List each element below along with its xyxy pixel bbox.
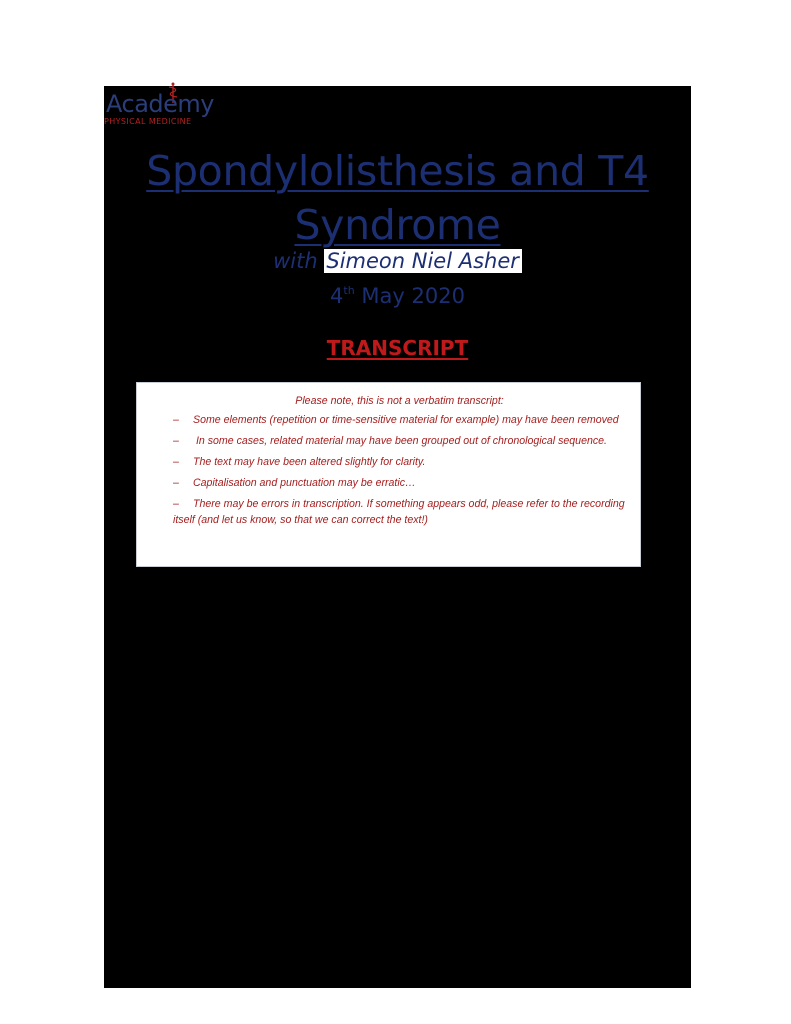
- list-item: [173, 433, 626, 449]
- document-page: [104, 86, 691, 988]
- dash-bullet: –: [173, 456, 179, 468]
- list-item: [173, 496, 626, 528]
- byline-prefix: with: [273, 249, 318, 273]
- disclaimer-list: [173, 412, 626, 528]
- academy-logo: [104, 86, 244, 130]
- dash-bullet: –: [173, 435, 179, 447]
- presenter-name: Simeon Niel Asher: [324, 249, 522, 273]
- list-item: [173, 412, 626, 428]
- list-item: [173, 475, 626, 491]
- date-day: 4: [330, 284, 344, 308]
- presentation-date: [104, 277, 691, 310]
- logo-wordmark: Academy: [106, 90, 214, 118]
- disclaimer-text: In some cases, related material may have been grouped out of chronological sequence.: [193, 435, 607, 447]
- logo-subtitle: PHYSICAL MEDICINE: [104, 117, 192, 126]
- dash-bullet: –: [173, 477, 179, 489]
- presenter-line: [104, 247, 691, 275]
- document-title: Spondylolisthesis and T4 Syndrome: [146, 147, 649, 249]
- dash-bullet: –: [173, 414, 179, 426]
- dash-bullet: –: [173, 498, 179, 510]
- disclaimer-text: Capitalisation and punctuation may be erratic…: [193, 477, 416, 489]
- date-ordinal-suffix: th: [343, 284, 355, 297]
- disclaimer-box: [136, 382, 641, 567]
- disclaimer-text: The text may have been altered slightly for clarity.: [193, 456, 426, 468]
- disclaimer-text: There may be errors in transcription. If something appears odd, please refer to the recording itself (and let us know, so that we can correct the text!): [173, 498, 625, 526]
- list-item: [173, 454, 626, 470]
- date-month-year: May 2020: [361, 284, 465, 308]
- disclaimer-heading: Please note, this is not a verbatim transcript:: [295, 395, 504, 407]
- transcript-heading: TRANSCRIPT: [326, 336, 469, 360]
- disclaimer-text: Some elements (repetition or time-sensitive material for example) may have been removed: [193, 414, 619, 426]
